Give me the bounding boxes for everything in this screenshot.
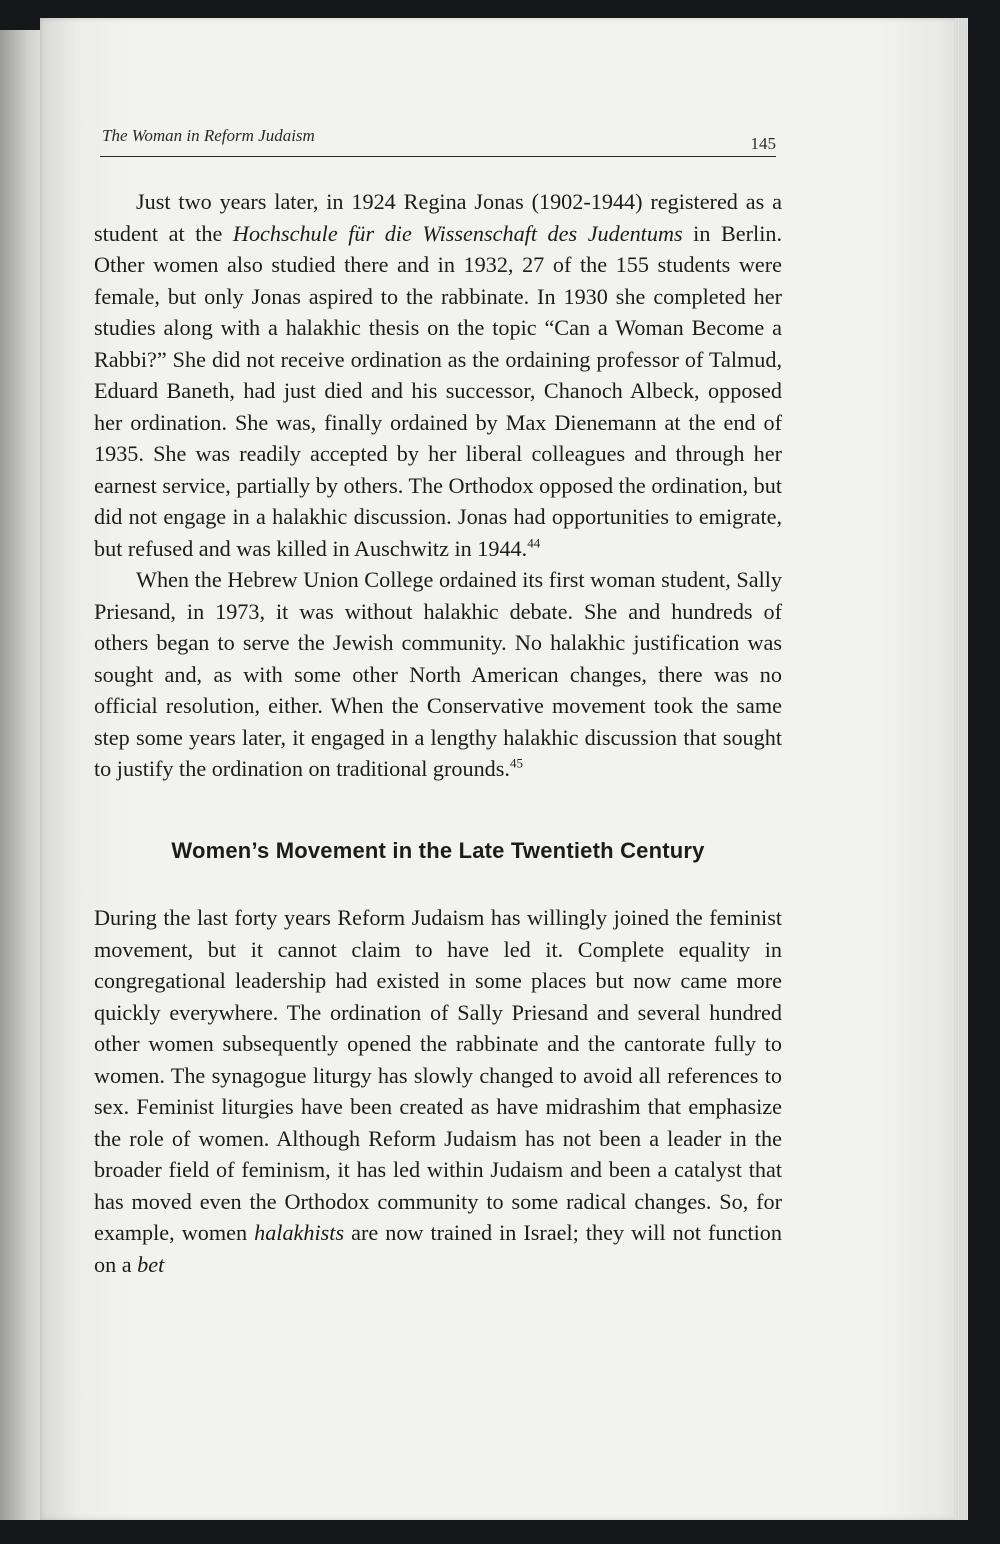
paragraph-regina-jonas [94, 186, 782, 564]
paragraph-text: Just two years later, in 1924 Regina Jonas (1902-1944) registered as a student at the [94, 189, 782, 246]
paragraph-text: are now trained in Israel; they will not function on a [94, 1220, 782, 1277]
paragraph-text: When the Hebrew Union College ordained its first woman student, Sally Priesand, in 1973, it was without halakhic debate. She and hundreds of others began to serve the Jewish community. No halakhic justification was sought and, as with some other North American changes, there was no official resolution, either. When the Conservative movement took the same step some years later, it engaged in a lengthy halakhic discussion that sought to justify the ordination on traditional grounds. [94, 567, 782, 781]
italic-institution-name: Hochschule für die Wissenschaft des Judentums [232, 220, 683, 246]
page-stack-edge [954, 18, 968, 1520]
italic-term-bet: bet [137, 1251, 165, 1277]
paragraph-text: During the last forty years Reform Judaism has willingly joined the feminist movement, but it cannot claim to have led it. Complete equality in congregational leadership had existed in some places but now came more quickly everywhere. The ordination of Sally Priesand and several hundred other women subsequently opened the rabbinate and the cantorate fully to women. The synagogue liturgy has slowly changed to avoid all references to sex. Feminist liturgies have been created as have midrashim that emphasize the role of women. Although Reform Judaism has not been a leader in the broader field of feminism, it has led within Judaism and been a catalyst that has moved even the Orthodox community to some radical changes. So, for example, women [94, 905, 782, 1245]
footnote-ref-44: 44 [527, 535, 541, 551]
paragraph-womens-movement [94, 902, 782, 1280]
body-text [94, 186, 782, 1280]
running-header [100, 112, 776, 157]
paragraph-text: in Berlin. Other women also studied there and in 1932, 27 of the 155 students were female, but only Jonas aspired to the rabbinate. In 1930 she completed her studies along with a halakhic thesis on the topic “Can a Woman Become a Rabbi?” She did not receive ordination as the ordaining professor of Talmud, Eduard Baneth, had just died and his successor, Chanoch Albeck, opposed her ordination. She was, finally ordained by Max Dienemann at the end of 1935. She was readily accepted by her liberal colleagues and through her earnest service, partially by others. The Orthodox opposed the ordination, but did not engage in a halakhic discussion. Jonas had opportunities to emigrate, but refused and was killed in Auschwitz in 1944. [94, 220, 783, 561]
page-number: 145 [750, 134, 776, 153]
running-title: The Woman in Reform Judaism [102, 126, 315, 145]
paragraph-sally-priesand [94, 564, 782, 785]
footnote-ref-45: 45 [509, 755, 523, 771]
italic-term-halakhists: halakhists [254, 1220, 345, 1245]
section-heading: Women’s Movement in the Late Twentieth Century [171, 837, 705, 863]
